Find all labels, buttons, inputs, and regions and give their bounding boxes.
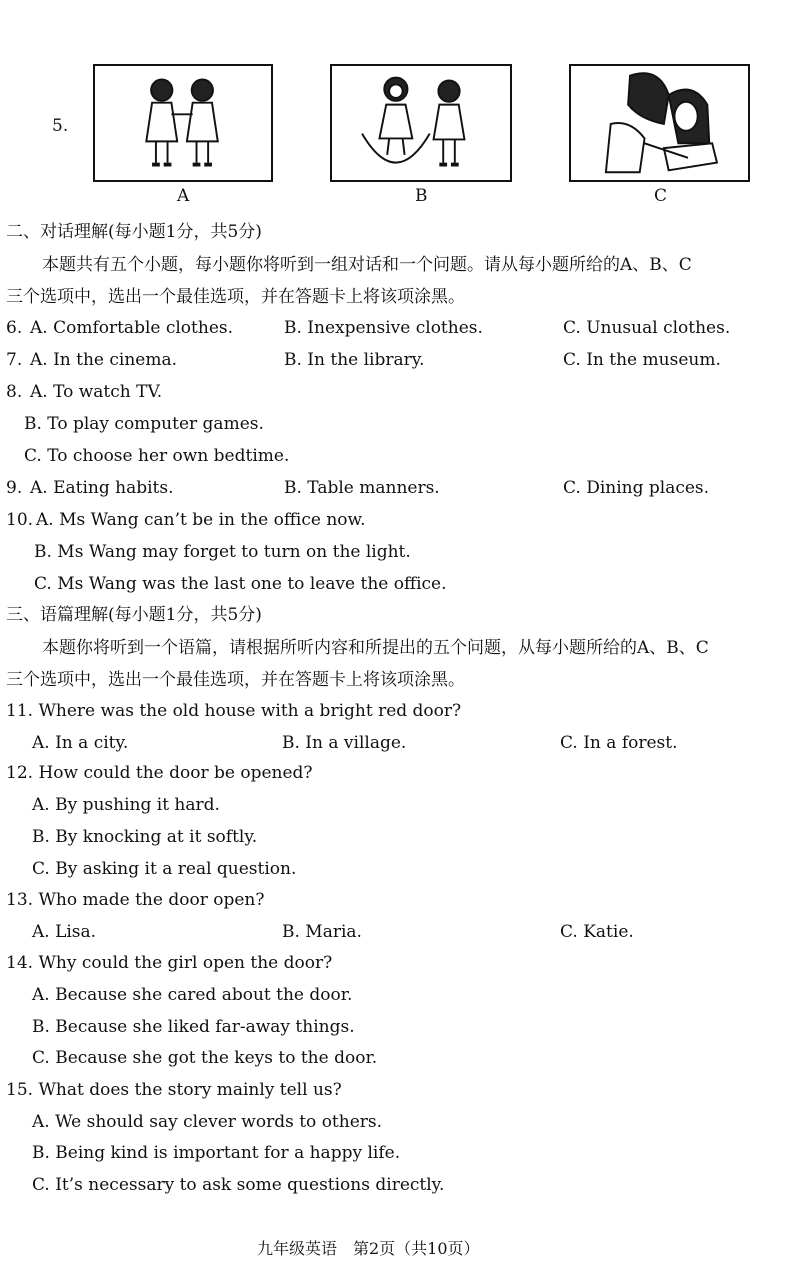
question-number: 9.	[6, 478, 23, 498]
option-b: B. To play computer games.	[24, 414, 264, 434]
option-b: B. Maria.	[282, 922, 362, 942]
question-stem: 11. Where was the old house with a bright red door?	[6, 701, 462, 721]
option-b: B. By knocking at it softly.	[32, 827, 258, 847]
option-c: C. Katie.	[560, 922, 634, 942]
option-a: A. In a city.	[32, 733, 129, 753]
option-a: A. Because she cared about the door.	[32, 985, 353, 1005]
option-a: A. We should say clever words to others.	[32, 1112, 383, 1132]
option-c: C. Unusual clothes.	[563, 318, 731, 338]
option-b: B. Ms Wang may forget to turn on the light.	[34, 542, 411, 562]
option-a-label: A	[177, 186, 190, 206]
option-a: A. Comfortable clothes.	[30, 318, 234, 338]
section-heading: 二、对话理解(每小题1分，共5分)	[6, 222, 262, 242]
option-c: C. To choose her own bedtime.	[24, 446, 290, 466]
girls-studying-together-icon	[571, 66, 748, 180]
question-stem: 15. What does the story mainly tell us?	[6, 1080, 342, 1100]
two-girls-holding-hands-icon	[95, 66, 271, 180]
option-b: B. Because she liked far-away things.	[32, 1017, 355, 1037]
option-a: A. Ms Wang can’t be in the office now.	[36, 510, 366, 530]
section-instruction: 本题你将听到一个语篇，请根据所听内容和所提出的五个问题，从每小题所给的A、B、C	[42, 638, 709, 658]
section-instruction: 本题共有五个小题，每小题你将听到一组对话和一个问题。请从每小题所给的A、B、C	[42, 255, 692, 275]
section-instruction: 三个选项中，选出一个最佳选项，并在答题卡上将该项涂黑。	[6, 287, 465, 307]
option-c-label: C	[654, 186, 668, 206]
option-c: C. Ms Wang was the last one to leave the office.	[34, 574, 447, 594]
option-b: B. Inexpensive clothes.	[284, 318, 483, 338]
page-footer: 九年级英语 第2页（共10页）	[257, 1239, 480, 1258]
option-c: C. Dining places.	[563, 478, 710, 498]
option-b: B. In a village.	[282, 733, 407, 753]
question-number: 5.	[52, 116, 69, 136]
girls-jumping-rope-icon	[332, 66, 510, 180]
option-a: A. Lisa.	[32, 922, 97, 942]
question-stem: 14. Why could the girl open the door?	[6, 953, 333, 973]
option-a: A. To watch TV.	[30, 382, 163, 402]
question-stem: 13. Who made the door open?	[6, 890, 265, 910]
question-number: 8.	[6, 382, 23, 402]
option-a: A. Eating habits.	[30, 478, 174, 498]
option-b: B. Being kind is important for a happy life.	[32, 1143, 401, 1163]
option-b: B. In the library.	[284, 350, 425, 370]
question-number: 6.	[6, 318, 23, 338]
option-c: C. In the museum.	[563, 350, 721, 370]
option-a: A. By pushing it hard.	[32, 795, 220, 815]
option-a-picture	[93, 64, 273, 182]
option-b-label: B	[415, 186, 428, 206]
question-number: 7.	[6, 350, 23, 370]
section-heading: 三、语篇理解(每小题1分，共5分)	[6, 605, 262, 625]
option-c: C. In a forest.	[560, 733, 678, 753]
question-stem: 12. How could the door be opened?	[6, 763, 313, 783]
option-b: B. Table manners.	[284, 478, 440, 498]
question-number: 10.	[6, 510, 34, 530]
option-c: C. Because she got the keys to the door.	[32, 1048, 378, 1068]
option-c: C. By asking it a real question.	[32, 859, 297, 879]
section-instruction: 三个选项中，选出一个最佳选项，并在答题卡上将该项涂黑。	[6, 670, 465, 690]
option-c-picture	[569, 64, 750, 182]
option-c: C. It’s necessary to ask some questions directly.	[32, 1175, 445, 1195]
option-a: A. In the cinema.	[30, 350, 178, 370]
option-b-picture	[330, 64, 512, 182]
